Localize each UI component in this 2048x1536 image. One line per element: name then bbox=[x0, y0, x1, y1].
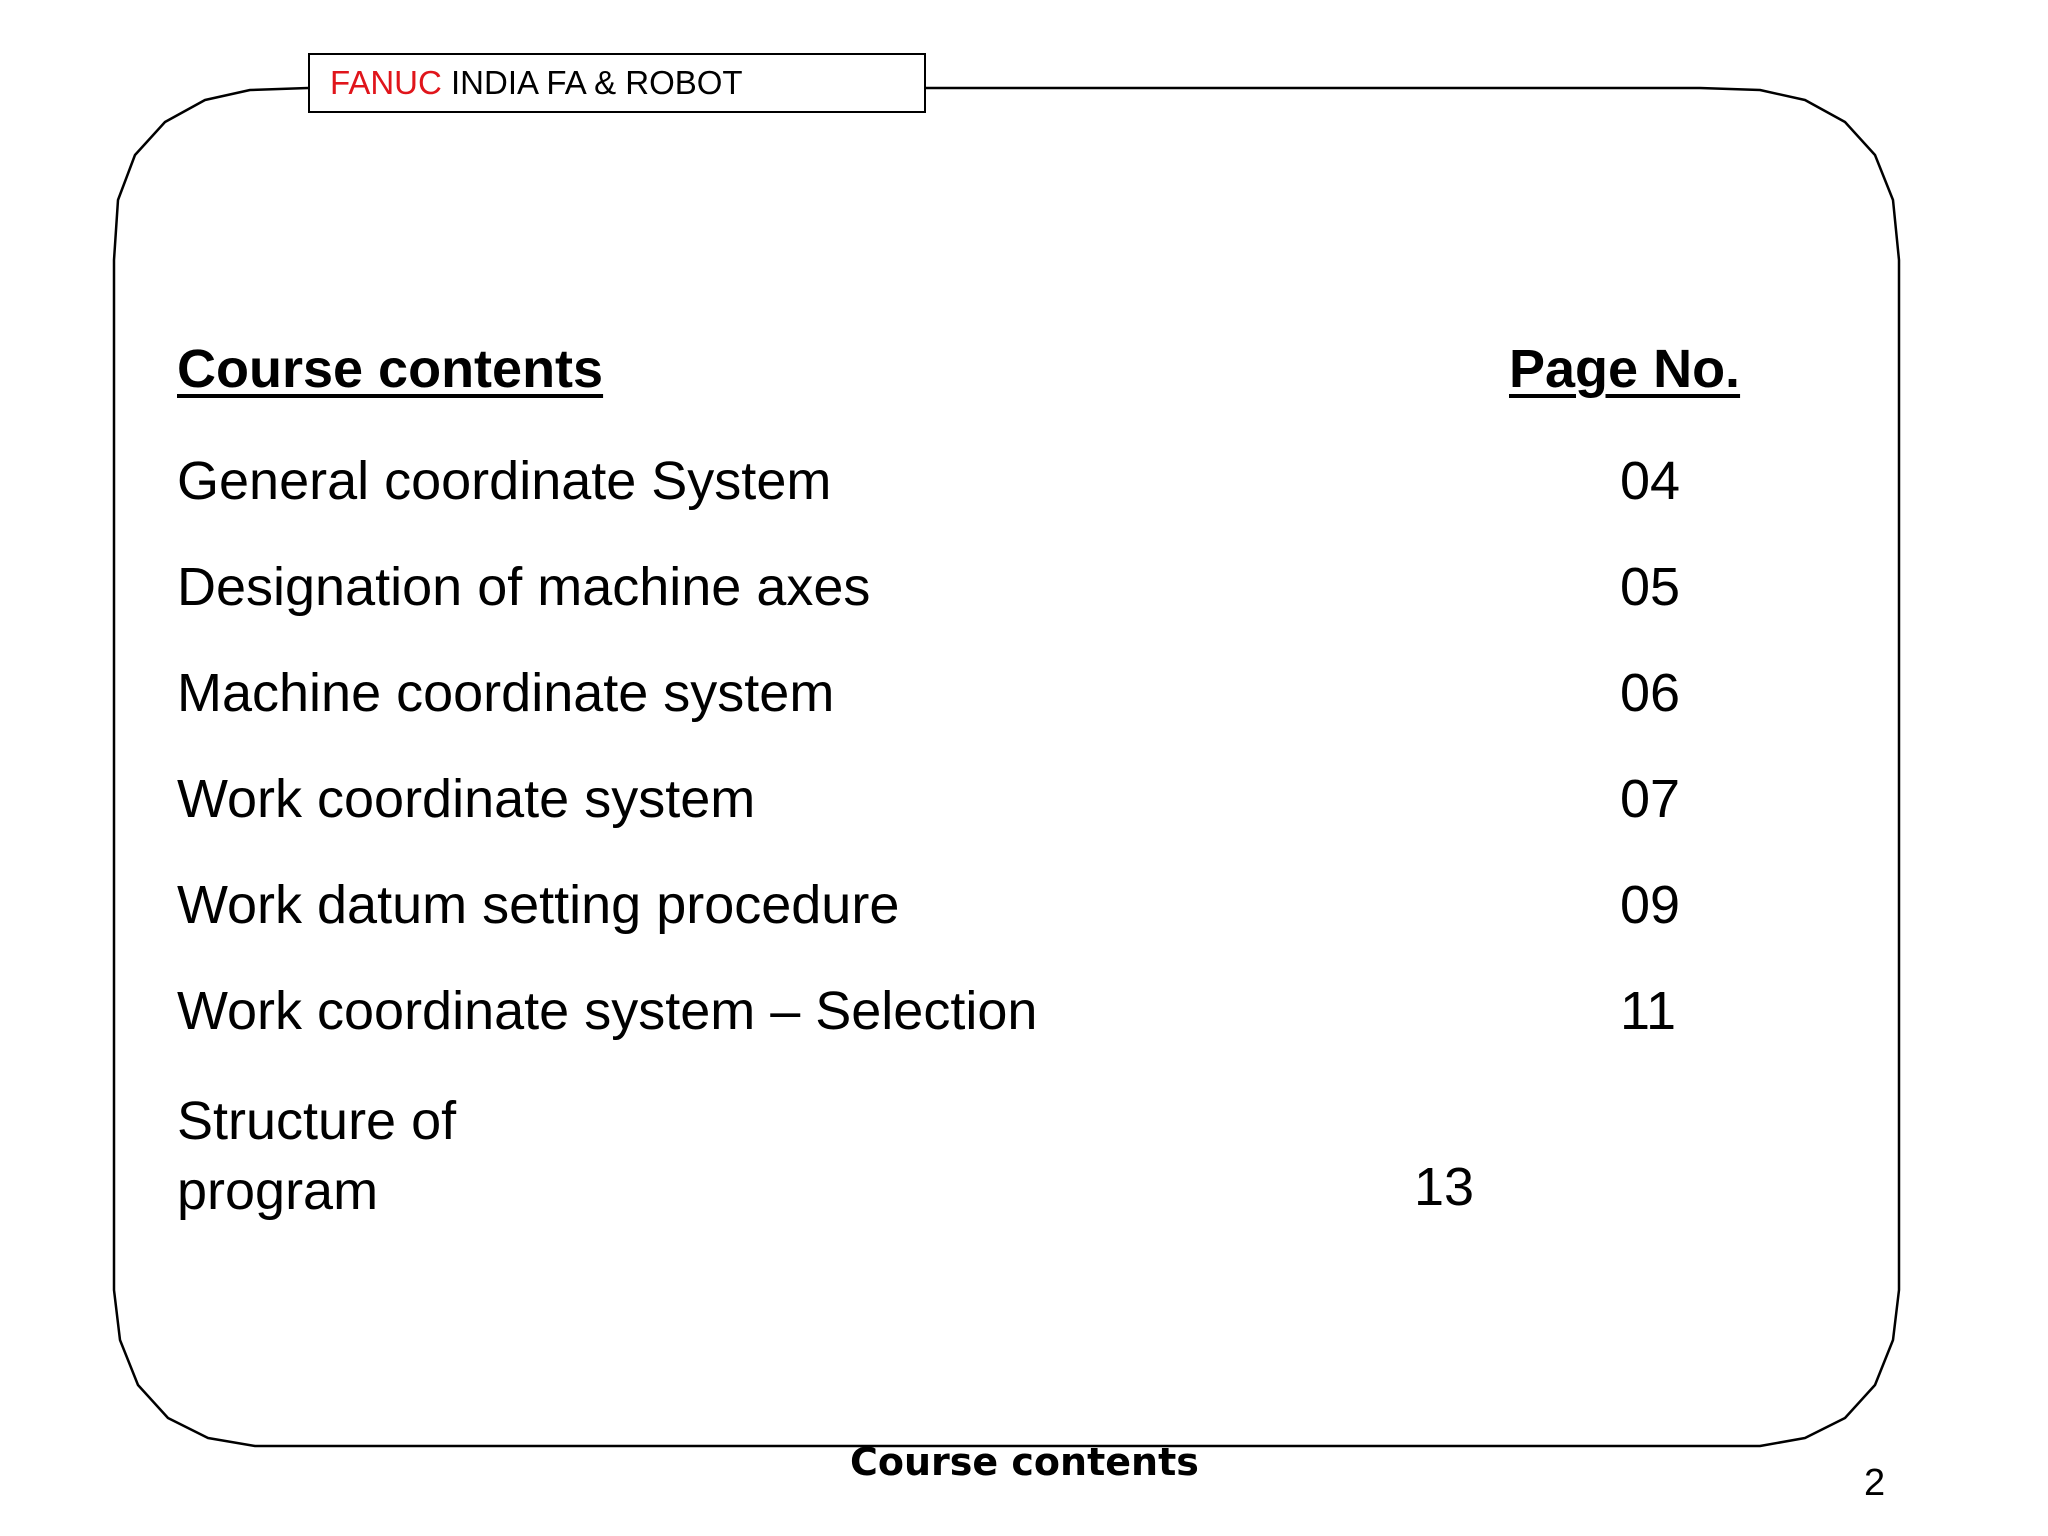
topic-page-number: 07 bbox=[1620, 769, 1681, 829]
topic-page-number: 11 bbox=[1620, 981, 1677, 1041]
brand-name: FANUC bbox=[330, 64, 442, 101]
topic-page-number: 06 bbox=[1620, 663, 1681, 723]
footer-title: Course contents bbox=[850, 1440, 1199, 1484]
topic-title: Designation of machine axes bbox=[177, 557, 871, 617]
course-contents-heading: Course contents bbox=[177, 339, 604, 399]
topic-title: Work coordinate system bbox=[177, 769, 756, 829]
company-division: INDIA FA & ROBOT bbox=[451, 64, 743, 101]
topic-title: Structure of program bbox=[177, 1091, 457, 1221]
topic-page-number: 04 bbox=[1620, 451, 1681, 511]
topic-title: Work datum setting procedure bbox=[177, 875, 900, 935]
header-label-box bbox=[308, 53, 926, 113]
topic-page-number: 13 bbox=[1414, 1157, 1475, 1217]
topic-page-number: 05 bbox=[1620, 557, 1681, 617]
topic-title: Work coordinate system – Selection bbox=[177, 981, 1038, 1041]
page-no-heading: Page No. bbox=[1509, 339, 1741, 399]
topic-title: Machine coordinate system bbox=[177, 663, 835, 723]
topic-page-number: 09 bbox=[1620, 875, 1681, 935]
slide-page-number: 2 bbox=[1864, 1462, 1886, 1504]
topic-title: General coordinate System bbox=[177, 451, 832, 511]
